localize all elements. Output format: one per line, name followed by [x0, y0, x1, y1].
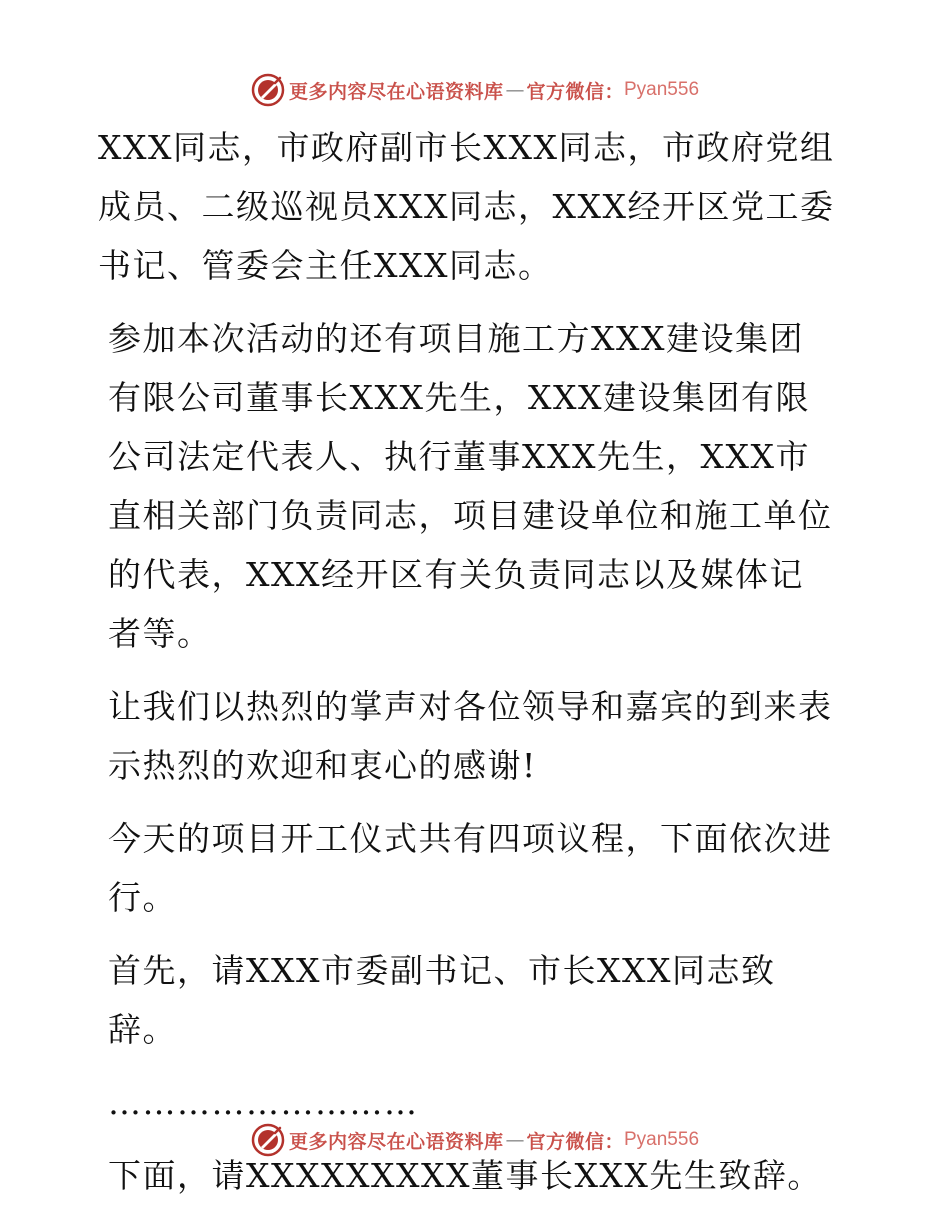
paragraph-ellipsis: ………………………	[108, 1083, 419, 1122]
paragraph-applause: 让我们以热烈的掌声对各位领导和嘉宾的到来表示热烈的欢迎和衷心的感谢!	[108, 687, 833, 785]
paragraph-attendees: 参加本次活动的还有项目施工方XXX建设集团有限公司董事长XXX先生，XXX建设集团有限公司法定代表人、执行董事XXX先生，XXX市直相关部门负责同志，项目建设单位和施工单位的代表，XXX经开区有关负责同志以及媒体记者等。	[108, 319, 833, 653]
quill-pen-icon	[251, 1123, 285, 1157]
document-body	[98, 118, 838, 1205]
watermark-brand: 更多内容尽在心语资料库	[288, 1130, 504, 1153]
watermark-header	[0, 70, 950, 110]
watermark-footer	[0, 1120, 950, 1160]
watermark-brand: 更多内容尽在心语资料库	[288, 80, 504, 103]
watermark-dash: —	[505, 79, 525, 101]
watermark-wechat-label: 官方微信：	[526, 80, 624, 103]
watermark-wechat-id: Pyan556	[624, 1129, 700, 1150]
watermark-wechat-id: Pyan556	[624, 79, 700, 100]
watermark-dash: —	[505, 1129, 525, 1151]
quill-pen-icon	[251, 73, 285, 107]
watermark-wechat-label: 官方微信：	[526, 1130, 624, 1153]
paragraph-next-speech: 下面，请XXXXXXXXX董事长XXX先生致辞。	[108, 1156, 822, 1195]
paragraph-guests: XXX同志，市政府副市长XXX同志，市政府党组成员、二级巡视员XXX同志，XXX经开区党工委书记、管委会主任XXX同志。	[98, 128, 835, 285]
paragraph-agenda: 今天的项目开工仪式共有四项议程，下面依次进行。	[108, 819, 833, 917]
paragraph-first-speech: 首先，请XXX市委副书记、市长XXX同志致辞。	[108, 951, 776, 1049]
